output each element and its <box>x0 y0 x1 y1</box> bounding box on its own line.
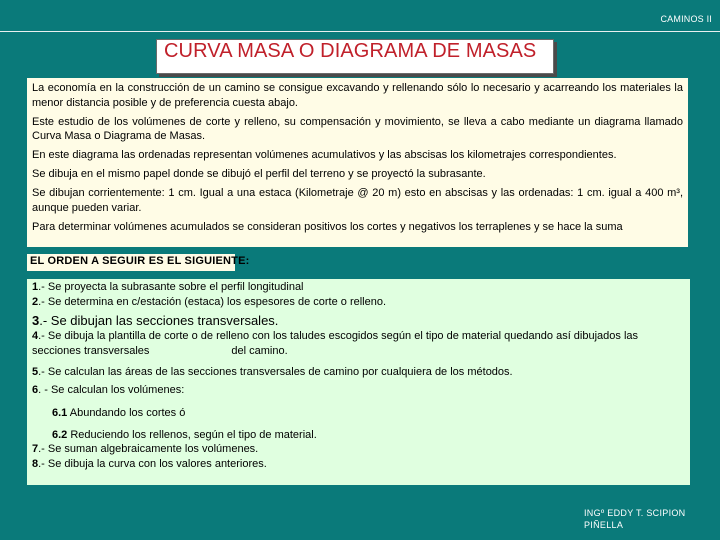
intro-paragraph: Se dibuja en el mismo papel donde se dibujó el perfil del terreno y se proyectó la subrasante. <box>32 168 486 180</box>
step-number: 6.2 <box>52 428 68 441</box>
step-item <box>32 329 685 358</box>
intro-paragraph: La economía en la construcción de un camino se consigue excavando y rellenando sólo lo necesario y acarreando los materiales la menor distancia posible y de preferencia cuesta abajo. <box>32 82 683 109</box>
step-text: .- Se suman algebraicamente los volúmenes. <box>38 443 259 455</box>
step-number: 3 <box>32 313 40 328</box>
step-number: 1 <box>32 281 39 293</box>
author-line: PIÑELLA <box>584 520 624 530</box>
step-text: Reduciendo los rellenos, según el tipo de material. <box>67 428 317 441</box>
step-item <box>32 313 685 329</box>
course-label: CAMINOS II <box>660 14 712 24</box>
step-subitem <box>32 428 685 443</box>
step-item <box>32 383 685 398</box>
intro-paragraph: Para determinar volúmenes acumulados se consideran positivos los cortes y negativos los terraplenes y se hace la suma <box>32 220 623 233</box>
step-number: 6.1 <box>52 407 68 419</box>
step-item <box>32 365 685 380</box>
steps-box <box>27 279 690 485</box>
step-item <box>32 442 685 457</box>
step-number: 7 <box>32 443 39 455</box>
step-text: .- Se calculan las áreas de las secciones transversales de camino por cualquiera de los métodos. <box>38 366 513 378</box>
step-text: .- Se proyecta la subrasante sobre el perfil longitudinal <box>38 281 304 293</box>
author-line: INGº EDDY T. SCIPION <box>584 508 686 518</box>
step-number: 4 <box>32 330 39 342</box>
step-text: .- Se dibuja la plantilla de corte o de relleno con los taludes escogidos según el tipo de material quedando así dibujados las secciones transversales <box>32 330 639 357</box>
step-text: .- Se dibuja la curva con los valores anteriores. <box>38 457 267 470</box>
step-item <box>32 295 685 310</box>
intro-text-box <box>27 78 688 247</box>
step-item <box>32 280 685 295</box>
step-number: 5 <box>32 366 39 378</box>
step-number: 2 <box>32 295 39 308</box>
steps-header: EL ORDEN A SEGUIR ES EL SIGUIENTE: <box>30 255 250 267</box>
slide-title: CURVA MASA O DIAGRAMA DE MASAS <box>164 40 537 62</box>
step-text: del camino. <box>231 344 288 357</box>
intro-paragraph: En este diagrama las ordenadas representan volúmenes acumulativos y las abscisas los kilometrajes correspondientes. <box>32 149 617 161</box>
step-text: Abundando los cortes ó <box>67 407 186 419</box>
step-subitem <box>32 406 685 421</box>
step-text: .- Se determina en c/estación (estaca) los espesores de corte o relleno. <box>38 295 387 308</box>
step-number: 8 <box>32 457 39 470</box>
intro-paragraph: Este estudio de los volúmenes de corte y relleno, su compensación y movimiento, se lleva a cabo mediante un diagrama llamado Curva Masa o Diagrama de Masas. <box>32 115 683 142</box>
header-divider <box>0 31 720 32</box>
step-item <box>32 457 685 472</box>
author-credit <box>584 507 685 531</box>
step-number: 6 <box>32 383 39 396</box>
step-text: . - Se calculan los volúmenes: <box>38 383 185 396</box>
step-text: .- Se dibujan las secciones transversales. <box>39 313 279 328</box>
intro-paragraph: Se dibujan corrientemente: 1 cm. Igual a una estaca (Kilometraje @ 20 m) esto en abscisas y las ordenadas: 1 cm. igual a 400 m³, aunque pueden variar. <box>32 187 683 214</box>
